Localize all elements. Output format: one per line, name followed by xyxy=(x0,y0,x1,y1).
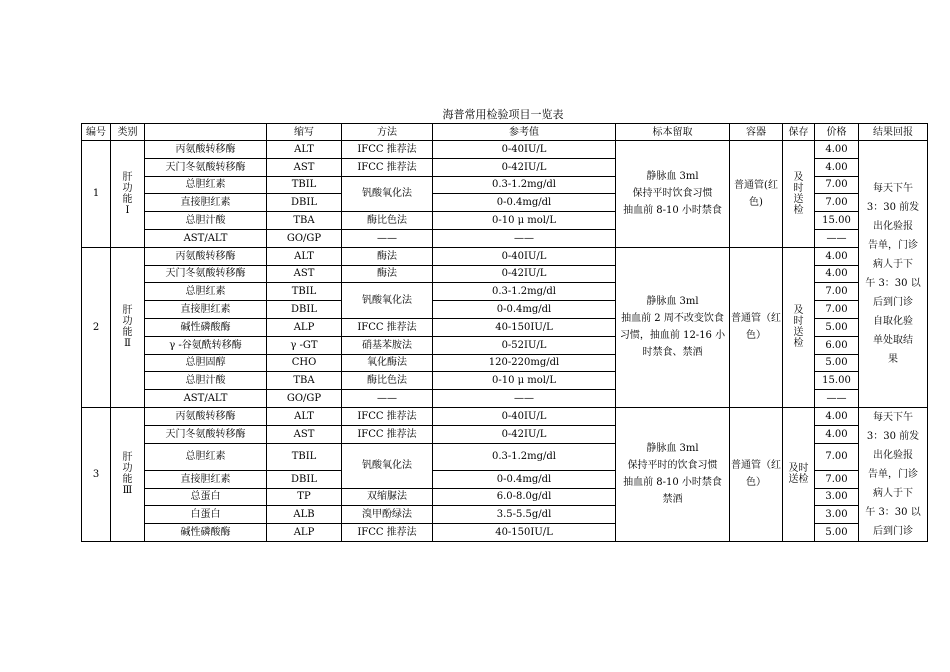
text-line: 肝 xyxy=(122,305,133,317)
item-method: 硝基苯胺法 xyxy=(342,336,433,354)
text-line: 每天下午 xyxy=(873,411,913,423)
text-line: 色) xyxy=(749,196,763,208)
item-abbr: AST xyxy=(267,425,342,443)
text-line: 色） xyxy=(746,477,766,489)
item-method: 双缩脲法 xyxy=(342,488,433,506)
item-reference: 0-10 μ mol/L xyxy=(433,372,616,390)
column-header: 编号 xyxy=(82,124,111,141)
text-line: 时禁食、禁酒 xyxy=(642,347,703,359)
text-line: Ⅰ xyxy=(125,204,130,216)
item-price: 7.00 xyxy=(815,301,859,319)
text-line: 果 xyxy=(888,353,898,365)
item-reference: —— xyxy=(433,390,616,408)
text-line: 普通管(红 xyxy=(734,179,778,191)
item-method: —— xyxy=(342,390,433,408)
item-name: 直接胆红素 xyxy=(145,470,267,488)
text-line: 送 xyxy=(793,193,804,205)
item-reference: 0.3-1.2mg/dl xyxy=(433,176,616,194)
table-row xyxy=(82,407,928,425)
item-method: 酶法 xyxy=(342,265,433,283)
text-line: 习惯，抽血前 12-16 小 xyxy=(619,330,726,342)
item-name: 碱性磷酸酶 xyxy=(145,318,267,336)
text-line: 能 xyxy=(122,327,133,339)
storage-note xyxy=(783,247,815,407)
item-price: 4.00 xyxy=(815,141,859,159)
item-reference: 0-42IU/L xyxy=(433,158,616,176)
item-abbr: ALP xyxy=(267,318,342,336)
item-abbr: TP xyxy=(267,488,342,506)
item-abbr: TBA xyxy=(267,212,342,230)
item-abbr: AST xyxy=(267,158,342,176)
item-method: IFCC 推荐法 xyxy=(342,524,433,542)
item-reference: 0-52IU/L xyxy=(433,336,616,354)
item-name: 直接胆红素 xyxy=(145,301,267,319)
text-line: 病人于下 xyxy=(873,487,913,499)
item-price: 7.00 xyxy=(815,470,859,488)
item-method: IFCC 推荐法 xyxy=(342,318,433,336)
text-line: 抽血前 8-10 小时禁食 xyxy=(623,205,722,217)
text-line: 自取化验 xyxy=(873,315,913,327)
item-reference: 0-0.4mg/dl xyxy=(433,470,616,488)
text-line: 静脉血 3ml xyxy=(646,443,699,455)
result-report xyxy=(859,407,928,541)
test-items-table xyxy=(81,123,928,542)
item-abbr: GO/GP xyxy=(267,390,342,408)
container-type xyxy=(730,247,783,407)
item-abbr: DBIL xyxy=(267,301,342,319)
text-line: 后到门诊 xyxy=(873,525,913,537)
item-price: 3.00 xyxy=(815,506,859,524)
item-name: 总蛋白 xyxy=(145,488,267,506)
item-name: 丙氨酸转移酶 xyxy=(145,407,267,425)
item-method: 钒酸氧化法 xyxy=(342,443,433,488)
item-abbr: TBA xyxy=(267,372,342,390)
item-abbr: DBIL xyxy=(267,470,342,488)
item-method: IFCC 推荐法 xyxy=(342,425,433,443)
item-method: 酶比色法 xyxy=(342,372,433,390)
item-reference: 0-10 μ mol/L xyxy=(433,212,616,230)
column-header: 结果回报 xyxy=(859,124,928,141)
item-method: 酶法 xyxy=(342,247,433,265)
group-category xyxy=(111,141,145,248)
item-abbr: ALT xyxy=(267,141,342,159)
item-abbr: DBIL xyxy=(267,194,342,212)
item-abbr: TBIL xyxy=(267,176,342,194)
item-price: 5.00 xyxy=(815,354,859,372)
text-line: 每天下午 xyxy=(873,182,913,194)
group-category xyxy=(111,247,145,407)
text-line: 普通管（红 xyxy=(731,460,781,472)
item-abbr: ALP xyxy=(267,524,342,542)
item-price: 4.00 xyxy=(815,247,859,265)
item-name: 天门冬氨酸转移酶 xyxy=(145,158,267,176)
item-abbr: GO/GP xyxy=(267,229,342,247)
text-line: 能 xyxy=(122,474,133,486)
text-line: 检 xyxy=(793,204,804,216)
item-abbr: TBIL xyxy=(267,283,342,301)
text-line: 出化验报 xyxy=(873,449,913,461)
item-abbr: CHO xyxy=(267,354,342,372)
item-name: AST/ALT xyxy=(145,229,267,247)
item-name: 白蛋白 xyxy=(145,506,267,524)
item-abbr: γ -GT xyxy=(267,336,342,354)
item-price: 6.00 xyxy=(815,336,859,354)
item-abbr: ALB xyxy=(267,506,342,524)
text-line: 病人于下 xyxy=(873,258,913,270)
item-name: 丙氨酸转移酶 xyxy=(145,141,267,159)
specimen-requirements xyxy=(616,247,730,407)
text-line: 肝 xyxy=(122,171,133,183)
item-price: 4.00 xyxy=(815,265,859,283)
item-reference: 0-40IU/L xyxy=(433,407,616,425)
item-reference: 0.3-1.2mg/dl xyxy=(433,443,616,470)
item-reference: —— xyxy=(433,229,616,247)
item-price: 3.00 xyxy=(815,488,859,506)
item-price: 4.00 xyxy=(815,425,859,443)
item-name: 天门冬氨酸转移酶 xyxy=(145,425,267,443)
item-price: 7.00 xyxy=(815,283,859,301)
column-header: 容器 xyxy=(730,124,783,141)
item-name: 总胆红素 xyxy=(145,443,267,470)
item-reference: 0-42IU/L xyxy=(433,425,616,443)
text-line: 保持平时饮食习惯 xyxy=(632,188,713,200)
container-type xyxy=(730,407,783,541)
item-reference: 0.3-1.2mg/dl xyxy=(433,283,616,301)
text-line: 功 xyxy=(122,463,133,475)
item-name: 总胆红素 xyxy=(145,283,267,301)
specimen-requirements xyxy=(616,407,730,541)
item-reference: 6.0-8.0g/dl xyxy=(433,488,616,506)
item-method: 酶比色法 xyxy=(342,212,433,230)
item-abbr: TBIL xyxy=(267,443,342,470)
item-reference: 0-40IU/L xyxy=(433,141,616,159)
text-line: 及 xyxy=(793,171,804,183)
item-name: 直接胆红素 xyxy=(145,194,267,212)
result-report xyxy=(859,141,928,408)
item-name: γ -谷氨酰转移酶 xyxy=(145,336,267,354)
item-method: IFCC 推荐法 xyxy=(342,141,433,159)
text-line: 肝 xyxy=(122,452,133,464)
item-reference: 40-150IU/L xyxy=(433,318,616,336)
item-method: IFCC 推荐法 xyxy=(342,158,433,176)
text-line: 抽血前 2 周不改变饮食 xyxy=(621,313,724,325)
column-header: 价格 xyxy=(815,124,859,141)
item-reference: 0-42IU/L xyxy=(433,265,616,283)
text-line: 静脉血 3ml xyxy=(646,171,699,183)
text-line: 3：30 前发 xyxy=(866,430,920,442)
text-line: 出化验报 xyxy=(873,220,913,232)
text-line: 时 xyxy=(793,182,804,194)
item-price: 15.00 xyxy=(815,372,859,390)
storage-note xyxy=(783,141,815,248)
text-line: 及时 xyxy=(788,463,809,475)
text-line: 检 xyxy=(793,338,804,350)
column-header: 保存 xyxy=(783,124,815,141)
item-name: 天门冬氨酸转移酶 xyxy=(145,265,267,283)
group-number: 1 xyxy=(82,141,111,248)
item-method: 氧化酶法 xyxy=(342,354,433,372)
text-line: 午 3：30 以 xyxy=(865,506,921,518)
item-price: 5.00 xyxy=(815,318,859,336)
table-row xyxy=(82,141,928,159)
text-line: 送 xyxy=(793,327,804,339)
specimen-requirements xyxy=(616,141,730,248)
item-name: 总胆汁酸 xyxy=(145,372,267,390)
item-name: 总胆固醇 xyxy=(145,354,267,372)
text-line: 保持平时的饮食习惯 xyxy=(627,460,718,472)
item-abbr: ALT xyxy=(267,247,342,265)
page-title: 海普常用检验项目一览表 xyxy=(442,108,564,121)
text-line: 告单，门诊 xyxy=(868,239,918,251)
group-number: 3 xyxy=(82,407,111,541)
item-reference: 3.5-5.5g/dl xyxy=(433,506,616,524)
item-abbr: ALT xyxy=(267,407,342,425)
item-method: —— xyxy=(342,229,433,247)
item-price: 4.00 xyxy=(815,158,859,176)
text-line: Ⅲ xyxy=(122,485,133,497)
item-name: AST/ALT xyxy=(145,390,267,408)
item-name: 总胆汁酸 xyxy=(145,212,267,230)
item-price: 7.00 xyxy=(815,443,859,470)
item-name: 碱性磷酸酶 xyxy=(145,524,267,542)
text-line: Ⅱ xyxy=(124,338,131,350)
container-type xyxy=(730,141,783,248)
item-price: —— xyxy=(815,229,859,247)
text-line: 后到门诊 xyxy=(873,296,913,308)
item-reference: 0-40IU/L xyxy=(433,247,616,265)
item-method: IFCC 推荐法 xyxy=(342,407,433,425)
text-line: 告单，门诊 xyxy=(868,468,918,480)
text-line: 午 3：30 以 xyxy=(865,277,921,289)
text-line: 能 xyxy=(122,193,133,205)
group-number: 2 xyxy=(82,247,111,407)
text-line: 时 xyxy=(793,316,804,328)
column-header: 缩写 xyxy=(267,124,342,141)
item-reference: 0-0.4mg/dl xyxy=(433,194,616,212)
text-line: 送检 xyxy=(788,474,809,486)
header-row xyxy=(82,124,928,141)
text-line: 单处取结 xyxy=(873,334,913,346)
text-line: 功 xyxy=(122,316,133,328)
text-line: 3：30 前发 xyxy=(866,201,920,213)
item-name: 丙氨酸转移酶 xyxy=(145,247,267,265)
item-abbr: AST xyxy=(267,265,342,283)
text-line: 静脉血 3ml xyxy=(646,296,699,308)
item-reference: 40-150IU/L xyxy=(433,524,616,542)
column-header: 类别 xyxy=(111,124,145,141)
item-method: 溴甲酚绿法 xyxy=(342,506,433,524)
storage-note xyxy=(783,407,815,541)
item-price: 7.00 xyxy=(815,194,859,212)
text-line: 及 xyxy=(793,305,804,317)
item-price: 5.00 xyxy=(815,524,859,542)
text-line: 色） xyxy=(746,330,766,342)
item-reference: 120-220mg/dl xyxy=(433,354,616,372)
text-line: 普通管（红 xyxy=(731,313,781,325)
item-price: 15.00 xyxy=(815,212,859,230)
text-line: 禁酒 xyxy=(662,494,683,506)
column-header: 标本留取 xyxy=(616,124,730,141)
column-header: 参考值 xyxy=(433,124,616,141)
item-name: 总胆红素 xyxy=(145,176,267,194)
item-reference: 0-0.4mg/dl xyxy=(433,301,616,319)
text-line: 抽血前 8-10 小时禁食 xyxy=(623,477,722,489)
item-price: 7.00 xyxy=(815,176,859,194)
item-price: 4.00 xyxy=(815,407,859,425)
group-category xyxy=(111,407,145,541)
text-line: 功 xyxy=(122,182,133,194)
item-method: 钒酸氧化法 xyxy=(342,283,433,319)
column-header: 方法 xyxy=(342,124,433,141)
item-method: 钒酸氧化法 xyxy=(342,176,433,212)
item-price: —— xyxy=(815,390,859,408)
column-header xyxy=(145,124,267,141)
table-row xyxy=(82,247,928,265)
